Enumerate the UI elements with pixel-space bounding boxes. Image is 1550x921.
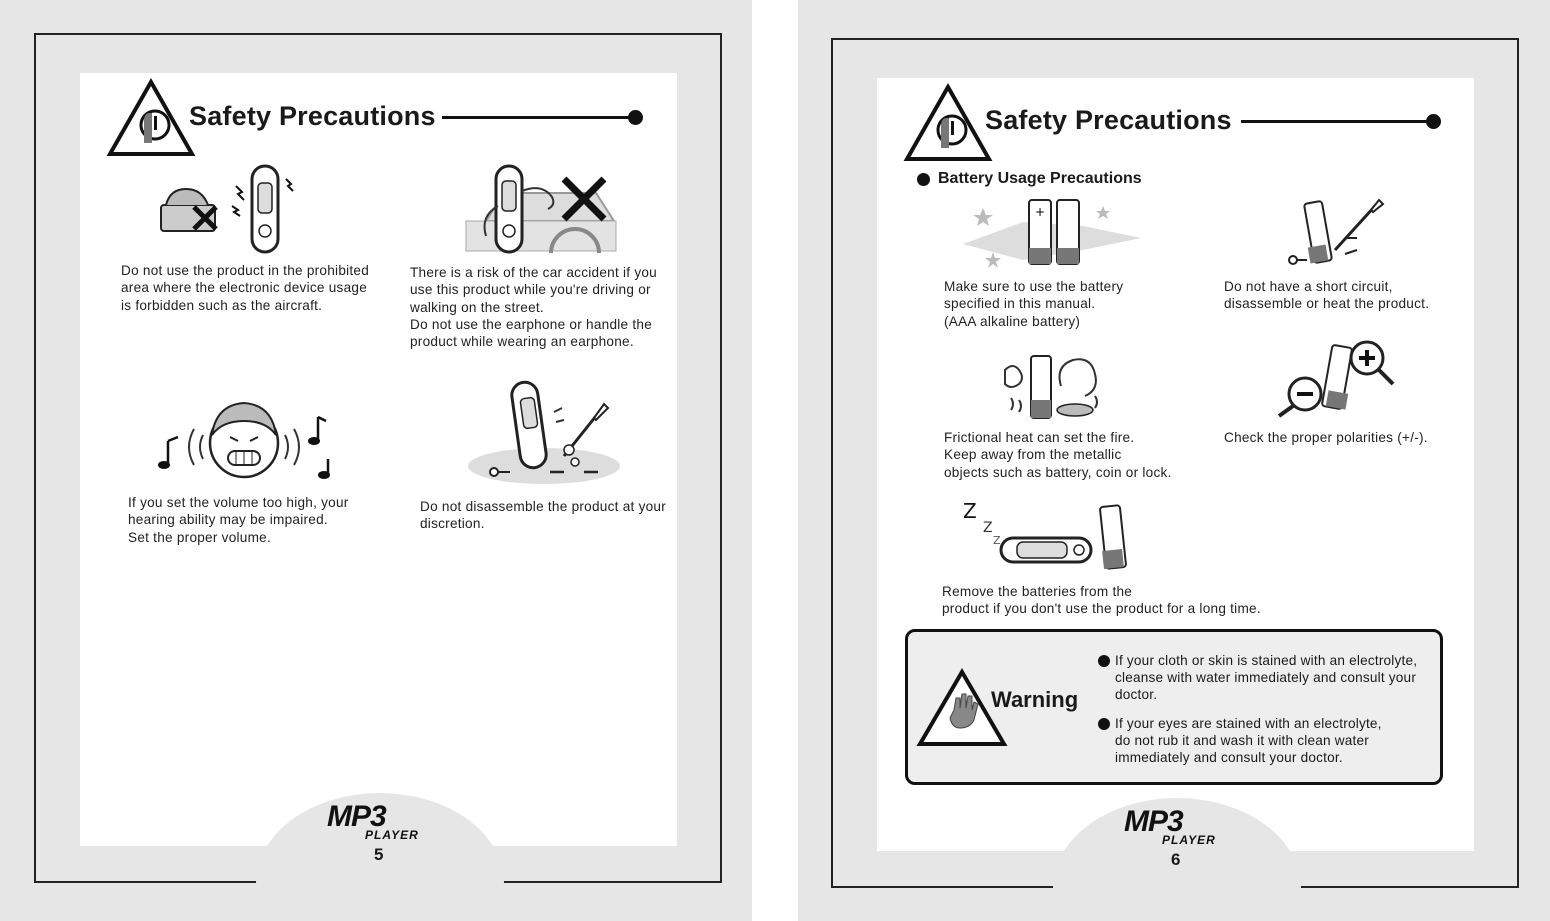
page-5 bbox=[0, 0, 752, 921]
warning-box bbox=[905, 629, 1443, 785]
bullet-icon bbox=[917, 173, 930, 186]
page-number: 5 bbox=[374, 845, 384, 864]
page-title: Safety Precautions bbox=[189, 101, 436, 131]
page-frame bbox=[831, 38, 1519, 888]
loud-volume-icon bbox=[148, 395, 338, 495]
header-rule bbox=[1241, 120, 1433, 123]
caution-triangle-icon bbox=[107, 79, 195, 157]
caption-frictional-heat: Frictional heat can set the fire. Keep away from the metallic objects such as battery, coin or lock. bbox=[944, 430, 1172, 480]
caption-remove-battery: Remove the batteries from the product if you don't use the product for a long time. bbox=[942, 584, 1261, 617]
caption-aircraft: Do not use the product in the prohibited area where the electronic device usage is forbidden such as the aircraft. bbox=[121, 263, 370, 313]
battery-fire-icon bbox=[999, 350, 1109, 424]
caption-volume: If you set the volume too high, your hearing ability may be impaired. Set the proper volume. bbox=[128, 495, 349, 545]
svg-text:PLAYER: PLAYER bbox=[1162, 833, 1216, 847]
page-6 bbox=[798, 0, 1550, 921]
caption-driving: There is a risk of the car accident if you use this product while you're driving or walking on the street. Do not use the earphone or handle the product while wearing an earphone. bbox=[410, 265, 657, 350]
section-subtitle: Battery Usage Precautions bbox=[917, 170, 1142, 188]
svg-text:PLAYER: PLAYER bbox=[365, 828, 419, 842]
page-number: 6 bbox=[1171, 850, 1181, 869]
remove-battery-icon bbox=[961, 500, 1141, 576]
warning-item: If your eyes are stained with an electrolyte, do not rub it and wash it with clean water immediately and consult your doctor. bbox=[1098, 715, 1428, 766]
page-content bbox=[80, 73, 677, 864]
svg-text:Z: Z bbox=[983, 520, 993, 536]
page-frame bbox=[34, 33, 722, 883]
svg-text:MP3: MP3 bbox=[327, 800, 386, 833]
header-rule-dot bbox=[1426, 114, 1441, 129]
bullet-icon bbox=[1098, 655, 1110, 667]
caption-short-circuit: Do not have a short circuit, disassemble or heat the product. bbox=[1224, 279, 1430, 312]
svg-text:Z: Z bbox=[993, 534, 1001, 547]
no-electronics-aircraft-icon bbox=[156, 161, 316, 261]
no-driving-with-earphone-icon bbox=[446, 161, 622, 263]
mp3-player-logo bbox=[1122, 807, 1234, 847]
bullet-icon bbox=[1098, 718, 1110, 730]
caution-triangle-icon bbox=[904, 84, 992, 162]
battery-short-circuit-icon bbox=[1285, 194, 1385, 270]
warning-title: Warning bbox=[991, 687, 1079, 712]
caption-polarity: Check the proper polarities (+/-). bbox=[1224, 430, 1428, 445]
aaa-battery-icon bbox=[963, 194, 1143, 276]
no-disassemble-icon bbox=[454, 376, 624, 494]
mp3-player-logo bbox=[325, 802, 437, 842]
page-header bbox=[80, 73, 677, 173]
warning-item: If your cloth or skin is stained with an electrolyte, cleanse with water immediately and consult your doctor. bbox=[1098, 652, 1428, 703]
header-rule bbox=[442, 116, 635, 119]
warning-list bbox=[1098, 652, 1428, 778]
page-title: Safety Precautions bbox=[985, 105, 1232, 135]
page-content bbox=[877, 78, 1474, 869]
page-header bbox=[877, 78, 1474, 178]
svg-text:+: + bbox=[1035, 205, 1046, 219]
caption-battery-type: Make sure to use the battery specified in this manual. (AAA alkaline battery) bbox=[944, 279, 1124, 329]
header-rule-dot bbox=[628, 110, 643, 125]
caption-disassemble: Do not disassemble the product at your discretion. bbox=[420, 499, 667, 532]
battery-polarity-icon bbox=[1275, 338, 1401, 418]
svg-text:Z: Z bbox=[963, 499, 977, 523]
svg-text:MP3: MP3 bbox=[1124, 805, 1183, 838]
